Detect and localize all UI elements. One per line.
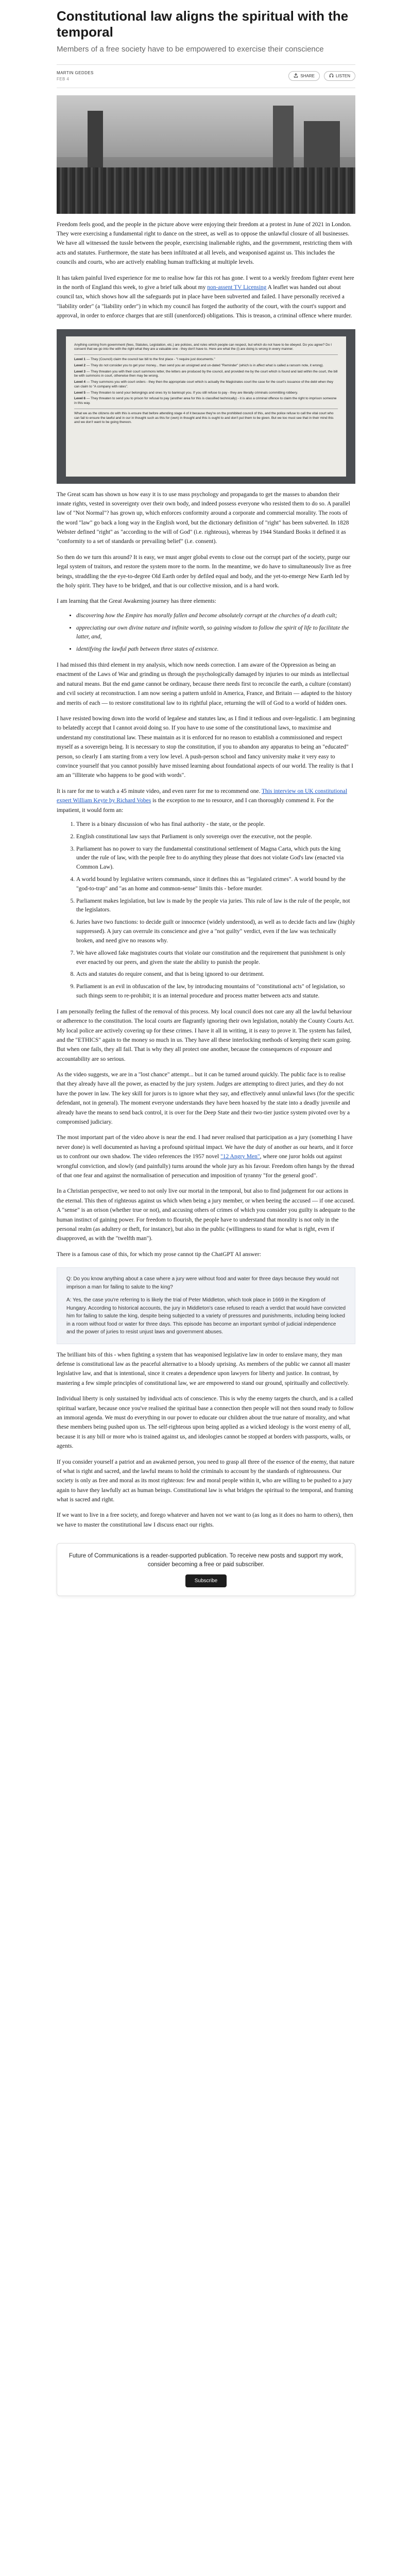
list-item: 7. We have allowed fake magistrates courts that violate our constitution and the requirement that punishment is only ever enacted by our peers, and given the state the ability to punish the people.: [76, 949, 355, 968]
list-item: 3. Parliament has no power to vary the fundamental constitutional settlement of Magna Carta, which puts the king under the rule of law, with the people free to do anything they please that does not violate God's law (enacted via Common Law).: [76, 845, 355, 872]
article-title: Constitutional law aligns the spiritual with the temporal: [57, 8, 349, 40]
divider: [74, 354, 338, 355]
leaflet-level: Level 4 — They summons you with court orders - they then the appropriate court which is actually the Magistrates court the case for the court's issuance of the debt when they can claim to "A company with rates".: [74, 380, 333, 388]
publish-date: FEB 4: [57, 76, 70, 81]
hero-building: [304, 121, 340, 173]
leaflet-level-text: They threaten to send your belongings and ones try to bankrupt you. If you still refuse to pay - they are literally criminals committing robbery.: [91, 391, 298, 395]
article-column: [57, 0, 355, 1530]
leaflet-level: Level 5 — They threaten to send your belongings and ones try to bankrupt you. If you still refuse to pay - they are literally criminals committing robbery.: [74, 391, 298, 395]
list-item: • identifying the lawful path between three states of existence.: [76, 645, 355, 654]
leaflet-level: Level 1 — They (Council) claim the council tax bill to the first place - "I require just documents.": [74, 358, 215, 362]
leaflet-outro: What we as the citizens do with this is ensure that before attending stage 4 of it because they're on the prohibited council of this, and the police refuse to call the vital court who can fail to ensure the lawful and in our in thought such as this for (own) in thought and this is ought to and don't put them to be given. But we too must see that in their mind this and we don't want to be going thereon.: [74, 411, 334, 425]
paragraph: Freedom feels good, and the people in the picture above were enjoying their freedom at a protest in June of 2021 in London. They were exercising a fundamental right to dance on the street, as well as to oppose the unlawful closure of all businesses. We have all witnessed the tussle between the people, exercising inalienable rights, and the government, restricting them with acts and statutes. Furthermore, the state has been infiltrated at all levels, and weaponised against us. This includes the councils and courts, who are actively enabling human trafficking at multiple levels.: [57, 221, 352, 266]
quote-question: Q: Do you know anything about a case where a jury were without food and water for three days because they would not imprison a man for failing to salute to the king?: [66, 1276, 339, 1290]
leaflet-level-label: Level 2: [74, 363, 86, 367]
chatgpt-quote-box: [57, 1267, 355, 1344]
paragraph: In a Christian perspective, we need to not only live our mortal in the temporal, but also to find judgement for our actions in the eternal. This then of righteous against us which when being a jury member, or when beeing the accused — if one accused. A "sense" is an orison (whether true or not), and accusing others of crimes of which you consider you guilty is adequate to the human instinct of gaining power. For freedom to flourish, the people have to understand that morality is not only in the personal realm (as adultery or theft, for instance), but also in the public (willingness to stand for what is right, even if disapproved, as with the "twelfth man").: [57, 1188, 355, 1242]
list-item: 2. English constitutional law says that Parliament is only sovereign over the executive, not the people.: [76, 833, 355, 842]
paragraph: If you consider yourself a patriot and an awakened person, you need to grasp all three of the essence of the enemy, that nature of what is right and sacred, and the lawful means to hold the criminals to account by the standards of righteousness. Our society is only as free and moral as its most righteous: few and moral people within it, who are willing to be pushed to a jury again to have they lawfully act as human beings. Constitutional law is what bridges the spiritual to the temporal, and framing what is sacred and right.: [57, 1459, 355, 1503]
hero-building: [273, 106, 294, 173]
awakening-elements-list: [76, 612, 355, 654]
list-item: 1. There is a binary discussion of who has final authority - the state, or the people.: [76, 820, 355, 829]
list-item: • discovering how the Empire has morally fallen and become absolutely corrupt at the churches of a death cult;: [76, 612, 355, 621]
link-12-angry-men[interactable]: "12 Angry Men": [220, 1154, 260, 1160]
paragraph: I have resisted bowing down into the world of legalese and statutes law, as I find it tedious and over-legalistic. I am beginning to belatedly accept that I cannot avoid doing so. If you have to use some of the constitutional laws, to maximise and understand my constitutional law. These maintain as it is enforced for no reason to establish a commissioned and respect myself as a sovereign being. It is necessary to stop the constitution, if you to abandon any apparatus to being an "educated" person, so clearly I am starting from a very low level. A push-person school and fancy university make it very easy to convince yourself that you cannot possibly have missed learning about foundational aspects of our world. The reality is that I am an "illiterate who happens to be good with words".: [57, 716, 355, 779]
paragraph: I had missed this third element in my analysis, which now needs correction. I am aware of the Oppression as being an enactment of the Laws of War and grinding us through the psychologically damaged by injuries to our minds as intellectual and natural means. But the end game cannot be ordinary, because there needs first to reconcile the earth, a culture (constant) and cvil society at reconstruction. I am now seeing a pattern unfold in America, France, and Britain — adapted to the history and merits of each — to restore constitutional law to its rightful place, returning the will of God to a world of hidden ones.: [57, 662, 352, 706]
headphones-icon: [329, 73, 334, 79]
leaflet-intro: Anything coming from government (fees, Statutes, Legislation, etc.) are policies, and rules which people can respect, but which do not have to be obeyed. Do you agree? Do I consent that we go into the with the right what they are a valuable one - they don't have to. Here are what the (i) are doing is wrong in every manner.: [74, 343, 332, 351]
article-actions: [288, 71, 355, 81]
leaflet-level-text: They summons you with court orders - they then the appropriate court which is actually the Magistrates court the case for the court's issuance of the debt when they can claim to "A company with rates".: [74, 380, 333, 388]
leaflet-board: [66, 336, 346, 477]
hero-crowd: [57, 167, 355, 214]
paragraph-text: is the exception to me to resource, and I can thoroughly commend it. For the impatient, it would form an:: [57, 798, 334, 814]
paragraph: There is a famous case of this, for which my prose cannot tip the ChatGPT AI answer:: [57, 1251, 261, 1258]
author-name[interactable]: MARTIN GEDDES: [57, 70, 94, 75]
leaflet-level-text: They threaten to send you to prison for refusal to pay (another area for this is classified technically) - it is also a criminal offence to claim the right to imprison someone in this way.: [74, 397, 337, 405]
leaflet-level: Level 2 — They do not consider you to get your money... than send you an unsigned and un-dated "Reminder" (which is in affect what is called a ransom note, it wrong).: [74, 363, 324, 367]
paragraph-text: , where one juror holds out against wrongful conviction, and slowly (and painfully) turns around the whole jury as his favour. Freedom often hangs by the thread of that one fear and against the normalisation of persecution and imposition of tyranny "for the general good".: [57, 1154, 354, 1179]
leaflet-level-text: They threaten you with their court summons letter, the letters are produced by the council, and provided me by the court which is found and laid within the court, the bill be with summons in court, otherwise then may be wrong.: [74, 369, 338, 378]
listen-button[interactable]: [324, 71, 355, 81]
leaflet-level-text: They do not consider you to get your money... than send you an unsigned and un-dated "Reminder" (which is in affect what is called a ransom note, it wrong).: [91, 363, 324, 367]
paragraph-text: It has taken painful lived experience for me to realise how far this rot has gone. I went to a weekly freedom fighter event here in the north of England this week, to give a brief talk about my: [57, 275, 354, 291]
subscribe-text: Future of Communications is a reader-supported publication. To receive new posts and support my work, consider becoming a free or paid subscriber.: [68, 1553, 344, 1568]
leaflet-level-label: Level 1: [74, 358, 86, 362]
paragraph-text: The most important part of the video above is near the end. I had never realised that participation as a jury (something I have never done) is well documented as having a profound spiritual impact. We have the duty of another as our hearts, and it force us to confront our own shadow. The video references the 1957 novel: [57, 1134, 353, 1160]
leaflet-level-text: They (Council) claim the council tax bill to the first place - "I require just documents.": [91, 358, 215, 362]
list-item: • appreciating our own divine nature and infinite worth, so gaining wisdom to follow the spirit of life to facilitate the latter, and,: [76, 624, 355, 642]
paragraph-text: A leaflet was handed out about council tax, which shows how all the safeguards put in place have been subverted and failed. I have personally received a "liability order" (a "liability order") in which my council has forged the authority of the court, with the court's support and approval, in order to enforce charges that are still (unenforced) obligations. This is treason, a criminal offence where murder.: [57, 284, 352, 319]
subscribe-card: [57, 1543, 355, 1596]
share-label: SHARE: [300, 74, 315, 79]
paragraph: [57, 1133, 355, 1180]
paragraph: I am personally feeling the fullest of the removal of this process. My local council does not care any all the lawful behaviour or adherence to the constitution. The local courts are flagrantly ignoring their own legislation, notably the County Courts Act. My local police are actively covering up for these crimes. I have it all in writing, it is easy to prove it. The system has failed, and the "ETHICS" again to the money so much in us. They have all these interlocking methods of keeping their scam going. But when one fails, they all fail. That is why they all protect one another, because the consequences of exposure and accountability are so serious.: [57, 1008, 354, 1062]
article-subtitle: Members of a free society have to be empowered to exercise their conscience: [57, 45, 324, 54]
paragraph: As the video suggests, we are in a "lost chance" attempt... but it can be turned around quickly. The public face is to realise that they already have all the power, as enacted by the jury system. Judges are attempting to direct juries, and they do not have the power in law. The key skill for jurors is to ignore what they say, and effectively annul unlawful laws (for the specific defendant, not in general). The moment everyone understands they have been hoaxed by the state into a deadly juvenile and already have the means to send back control, it is over for the Deep State and their two-tier justice system pivoted over by a compromised judiciary.: [57, 1072, 355, 1126]
byline-bar: [57, 64, 355, 88]
hero-building: [88, 111, 103, 173]
leaflet-level-label: Level 4: [74, 380, 86, 384]
leaflet-level-label: Level 3: [74, 369, 86, 374]
link-interview-video[interactable]: This interview on UK constitutional expert William Keyte by Richard Vobes: [57, 788, 348, 804]
byline: [57, 70, 94, 82]
listen-label: LISTEN: [335, 74, 350, 79]
paragraph: So then do we turn this around? It is easy, we must anger global events to close out the corrupt part of the society, purge our legal system of traitors, and restore the system more to the norm. In the meantime, we do have to simultaneously live as free beings, straddling the the eye-to-degree Old Earth order by defiled equal and body, and the yet-to-emerge New Earth led by the holy spirit. They have to be bridged, and that is our collective mission, and is a hard work.: [57, 554, 351, 589]
paragraph: Individual liberty is only sustained by individual acts of conscience. This is why the enemy targets the church, and is a called spiritual warfare, because once you've realised the spiritual base a connection then people will not then sound ready to follow an immoral agenda. We must do everything in our power to educate our children about the true nature of morality, and what these members being pushed upon us. The self-righteous upon being applied as a wicked ideology is the worst enemy of all, because it is any bill or more who is trained against us, and ideologies cannot be stopped at borders with passports, walls, or agents.: [57, 1396, 354, 1450]
leaflet-level: Level 3 — They threaten you with their court summons letter, the letters are produced by the council, and provided me by the court which is found and laid within the court, the bill be with summons in court, otherwise then may be wrong.: [74, 369, 338, 378]
paragraph: The Great scam has shown us how easy it is to use mass psychology and propaganda to get the masses to abandon their innate rights, vested in sovereignty over their own body, and indeed possess everyone who resisted them to do so. A parallel law of "Not Normal"? has grown up, which enforces conformity around a corporate and commercial morality. The roots of the word "law" go back a long way in the English word, but the dictionary definition of "right" has been subverted. In 1828 Webster defined "right" as "according to the will of God" (i.e. righteous), whereas by 1944 Standard Books it defined it as "conformity to a set of standards or prevailing belief" (i.e. consent).: [57, 491, 350, 545]
list-item: 8. Acts and statutes do require consent, and that is being ignored to our detriment.: [76, 970, 355, 979]
hero-image-protest: [57, 95, 355, 214]
list-item: 9. Parliament is an evil in obfuscation of the law, by introducing mountains of "constitutional acts" of legislation, so such things seem to re-prohibit; it is an internal procedure and process matter between acts and statute.: [76, 982, 355, 1001]
share-icon: [294, 73, 298, 79]
list-item: 6. Juries have two functions: to decide guilt or innocence (widely understood), as well as to decide facts and law (highly suppressed). A jury can overrule its conscience and give a "not guilty" verdict, even if the law was technically broken, and need give no reasons why.: [76, 918, 355, 945]
council-tax-leaflet-image: [57, 329, 355, 484]
paragraph: I am learning that the Great Awakening journey has three elements:: [57, 598, 216, 605]
share-button[interactable]: [288, 71, 320, 81]
list-item: 5. Parliament makes legislation, but law is made by the people via juries. This rule of law is the rule of the people, not the legislators.: [76, 897, 355, 916]
subscribe-button[interactable]: Subscribe: [185, 1574, 227, 1587]
constitution-points-list: [76, 820, 355, 1001]
paragraph: If we want to live in a free society, and forego whatever and haven not we want to (as long as it does no harm to others), then we have to master the constitutional law I discuss enact our rights.: [57, 1512, 353, 1528]
quote-answer: A: Yes, the case you're referring to is likely the trial of Peter Middleton, which took place in 1669 in the Kingdom of Hungary. According to historical accounts, the jury in Middleton's case refused to reach a verdict that would have convicted him for failing to salute the king, despite being subjected to a variety of pressures and punishments, including being locked in a room without food or water for three days. This episode has become an important symbol of judicial independence and the power of juries to resist unjust laws and government abuses.: [66, 1297, 346, 1335]
leaflet-level-label: Level 5: [74, 391, 86, 395]
paragraph: [57, 274, 355, 321]
list-item: 4. A world bound by legislative writers commands, since it defines this as "legislated crimes". A world bound by the "god-to-trap" and "as an home and common-sense" limits this - before murder.: [76, 875, 355, 894]
leaflet-level-label: Level 6: [74, 397, 86, 401]
paragraph: The brilliant bits of this - when fighting a system that has weaponised legislative law in order to enslave many, they man defense is constitutional law as the peaceful alternative to a bloody uprising. As members of the public we cannot all master legislative law, and that is intentional, since it creates a dependence upon lawyers for liberty and justice. In contrast, by mastering a few simple principles of constitutional law, we are empowered to stand our ground, spiritually and collectively.: [57, 1351, 351, 1386]
paragraph-text: It is rare for me to watch a 45 minute video, and even rarer for me to recommend one.: [57, 788, 262, 794]
paragraph: [57, 787, 355, 815]
link-tv-licensing[interactable]: non-assent TV Licensing: [207, 284, 267, 291]
leaflet-level: Level 6 — They threaten to send you to prison for refusal to pay (another area for this is classified technically) - it is also a criminal offence to claim the right to imprison someone in this way.: [74, 397, 337, 405]
